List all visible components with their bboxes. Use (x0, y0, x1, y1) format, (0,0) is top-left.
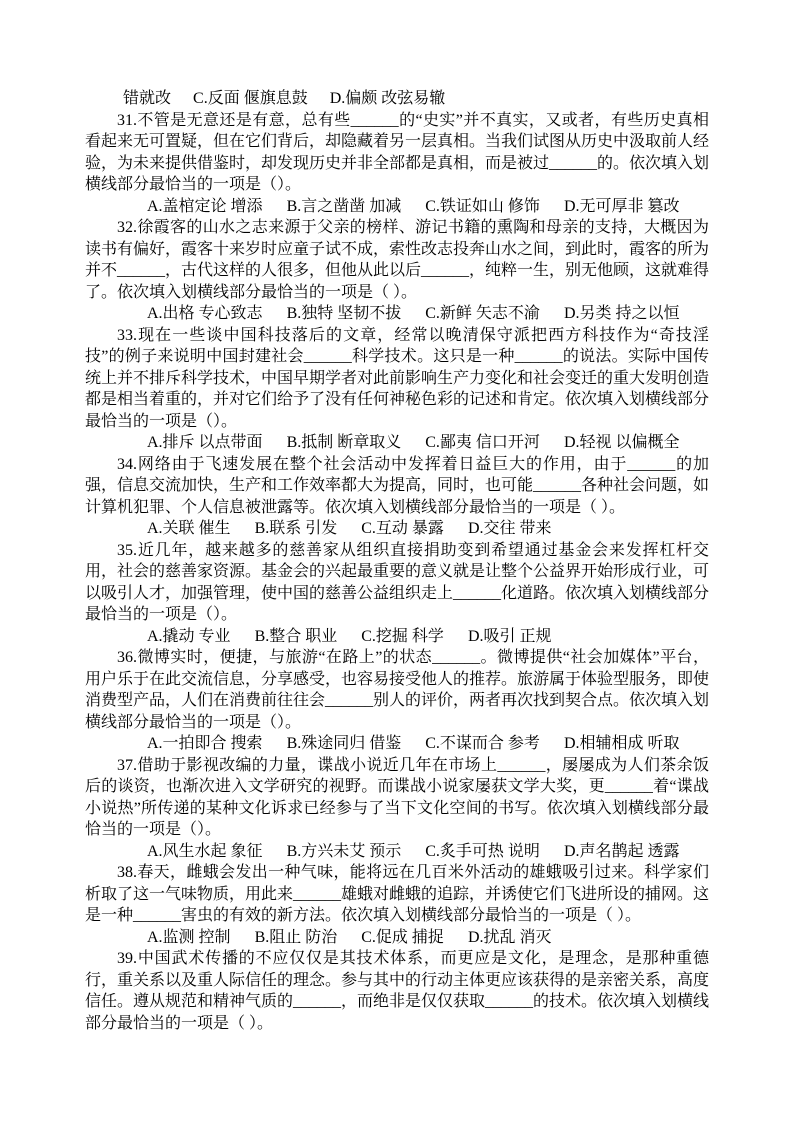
question-35-stem: 近几年，越来越多的慈善家从组织直接捐助变到希望通过基金会来发挥杠杆交用，社会的慈善家资源。基金会的兴起最重要的意义就是让整个公益界开始形成行业，可以吸引人才，加强管理，使中国的慈善公益组织走上______化道路。依次填入划横线部分最恰当的一项是（）。 (85, 541, 710, 623)
option-a: A.关联 催生 (147, 520, 231, 537)
option-c: C.铁证如山 修饰 (425, 197, 540, 215)
option-d: D.相辅相成 听取 (563, 735, 680, 752)
question-36-options (85, 733, 709, 755)
question-31-stem: 不管是无意还是有意，总有些______的“史实”并不真实，又或者，有些历史真相看起来无可置疑，但在它们背后，却隐藏着另一层真相。当我们试图从历史中汲取前人经验，为未来提供借鉴时，却发现历史并非全部都是真相，而是被过______的。依次填入划横线部分最恰当的一项是（）。 (85, 111, 710, 193)
question-39-number: 39. (117, 950, 137, 967)
option-c: C.新鲜 矢志不渝 (425, 305, 540, 322)
question-36-stem: 微博实时，便捷，与旅游“在路上”的状态______。微博提供“社会加媒体”平台，用户乐于在此交流信息，分享感受，也容易接受他人的推荐。旅游属于体验型服务，即使消费型产品，人们在消费前往往会______别人的评价，两者再次找到契合点。依次填入划横线部分最恰当的一项是（）。 (85, 649, 710, 731)
option-d: D.另类 持之以恒 (563, 305, 680, 322)
option-c: C.互动 暴露 (361, 520, 444, 537)
question-33-stem: 现在一些谈中国科技落后的文章，经常以晚清保守派把西方科技作为“奇技淫技”的例子来说明中国封建社会______科学技术。这只是一种______的说法。实际中国传统上并不排斥科学技术，中国早期学者对此前影响生产力变化和社会变迁的重大发明创造都是相当着重的，并对它们给予了没有任何神秘色彩的记述和肯定。依次填入划横线部分最恰当的一项是（）。 (85, 326, 710, 430)
option-c: C.炙手可热 说明 (425, 842, 540, 860)
question-38-options (85, 927, 709, 949)
option-b: B.殊途同归 借鉴 (286, 735, 402, 752)
option-d: D.偏颇 改弦易辙 (329, 90, 446, 107)
question-38-number: 38. (117, 864, 137, 881)
option-fragment: 错就改 (123, 90, 172, 107)
option-a: A.撬动 专业 (147, 627, 231, 645)
question-34-options (85, 518, 709, 540)
option-b: B.方兴未艾 预示 (286, 842, 402, 860)
option-c: C.鄙夷 信口开河 (425, 434, 540, 451)
question-37-options (85, 841, 709, 863)
question-37-number: 37. (117, 756, 137, 774)
question-34-number: 34. (117, 455, 137, 473)
option-b: B.独特 坚韧不拔 (286, 305, 402, 322)
option-d: D.轻视 以偏概全 (563, 434, 680, 451)
question-32 (85, 217, 709, 303)
question-32-number: 32. (117, 219, 137, 236)
question-33 (85, 325, 709, 433)
question-35 (85, 540, 709, 626)
option-a: A.风生水起 象征 (147, 842, 263, 860)
question-39-stem: 中国武术传播的不应仅仅是其技术体系，而更应是文化，是理念，是那种重德行，重关系以及重人际信任的理念。参与其中的行动主体更应该获得的是亲密关系，高度信任。遵从规范和精神气质的______，而绝非是仅仅获取______的技术。依次填入划横线部分最恰当的一项是（ ）。 (85, 950, 710, 1032)
question-36 (85, 647, 709, 733)
question-36-number: 36. (117, 649, 137, 666)
option-b: B.整合 职业 (254, 627, 338, 645)
options-continuation-line (85, 88, 709, 110)
option-a: A.一拍即合 搜索 (147, 735, 263, 752)
option-d: D.扰乱 消灭 (467, 928, 552, 946)
option-c: C.不谋而合 参考 (425, 735, 540, 752)
option-d: D.交往 带来 (467, 520, 552, 537)
question-33-number: 33. (117, 326, 137, 344)
option-d: D.无可厚非 篡改 (563, 197, 680, 215)
question-38-stem: 春天，雌蛾会发出一种气味，能将远在几百米外活动的雄蛾吸引过来。科学家们析取了这一气味物质，用此来______雄蛾对雌蛾的追踪，并诱使它们飞进所设的捕网。这是一种______害虫的有效的新方法。依次填入划横线部分最恰当的一项是（ ）。 (85, 864, 710, 924)
exam-content (85, 88, 709, 1034)
question-34-stem: 网络由于飞速发展在整个社会活动中发挥着日益巨大的作用，由于______的加强，信息交流加快，生产和工作效率都大为提高，同时，也可能______各种社会问题，如计算机犯罪、个人信息被泄露等。依次填入划横线部分最恰当的一项是（ ）。 (85, 455, 710, 516)
option-b: B.言之凿凿 加减 (286, 197, 402, 215)
option-a: A.监测 控制 (147, 928, 231, 946)
question-38 (85, 862, 709, 927)
option-b: B.抵制 断章取义 (286, 434, 402, 451)
option-b: B.联系 引发 (254, 520, 338, 537)
question-32-stem: 徐霞客的山水之志来源于父亲的榜样、游记书籍的熏陶和母亲的支持，大概因为读书有偏好，霞客十来岁时应童子试不成，索性改志投奔山水之间，到此时，霞客的所为并不______，古代这样的人很多，但他从此以后______，纯粹一生，别无他顾，这就难得了。依次填入划横线部分最恰当的一项是（ ）。 (85, 219, 710, 301)
question-32-options (85, 303, 709, 325)
option-b: B.阻止 防治 (254, 928, 338, 946)
question-37 (85, 755, 709, 841)
question-35-number: 35. (117, 541, 137, 559)
option-a: A.盖棺定论 增添 (147, 197, 263, 215)
question-34 (85, 454, 709, 519)
option-c: C.促成 捕捉 (361, 928, 444, 946)
question-31-number: 31. (117, 111, 137, 129)
question-31 (85, 110, 709, 196)
question-35-options (85, 626, 709, 648)
option-a: A.排斥 以点带面 (147, 434, 263, 451)
option-c: C.反面 偃旗息鼓 (193, 90, 308, 107)
question-31-options (85, 196, 709, 218)
question-37-stem: 借助于影视改编的力量，谍战小说近几年在市场上______，屡屡成为人们茶余饭后的谈资，也渐次进入文学研究的视野。而谍战小说家屡获文学大奖，更______着“谍战小说热”所传递的某种文化诉求已经参与了当下文化空间的书写。依次填入划横线部分最恰当的一项是（）。 (85, 756, 709, 838)
option-c: C.挖掘 科学 (361, 627, 444, 645)
question-33-options (85, 432, 709, 454)
option-d: D.声名鹊起 透露 (563, 842, 680, 860)
question-39 (85, 948, 709, 1034)
option-a: A.出格 专心致志 (147, 305, 263, 322)
option-d: D.吸引 正规 (467, 627, 552, 645)
